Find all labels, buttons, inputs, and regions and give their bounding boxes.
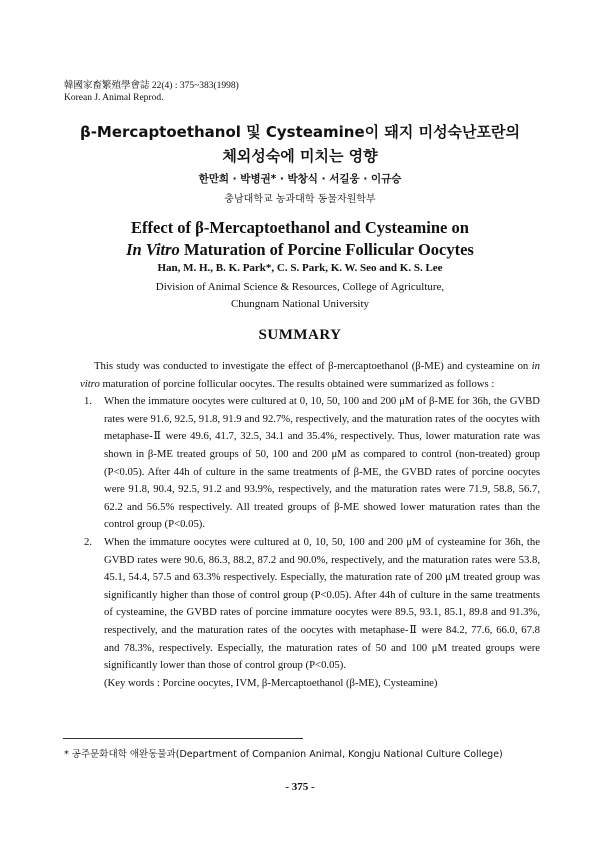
english-affiliation (0, 279, 600, 313)
intro-italic: in vitro (80, 360, 540, 390)
summary-body (80, 358, 540, 692)
keywords: (Key words : Porcine oocytes, IVM, β-Mercaptoethanol (β-ME), Cysteamine) (104, 676, 438, 689)
english-title (0, 217, 600, 261)
footnote-divider (63, 738, 303, 739)
item-text: When the immature oocytes were cultured at 0, 10, 50, 100 and 200 μM of β-ME for 36h, the GVBD rates were 91.6, 92.5, 91.8, 91.9 and 92.7%, respectively, and the maturation rates of the oocytes with metaphase-Ⅱ were 49.6, 41.7, 32.5, 34.1 and 35.4%, respectively. Thus, lower maturation rate was shown in β-ME treated groups of 50, 100 and 200 μM as compared to control (non-treated) group (P<0.05). After 44h of culture in the same treatments of β-ME, the GVBD rates of porcine oocytes were 91.8, 90.4, 92.5, 91.2 and 93.9%, respectively, and the maturation rates were 71.9, 58.8, 56.7, 62.2 and 56.5% respectively. All treated groups of β-ME showed lower maturation rates than the control group (P<0.05). (104, 395, 540, 531)
journal-citation-kr: 韓國家畜繁殖學會誌 22(4) : 375~383(1998) (64, 81, 239, 91)
english-title-rest: Maturation of Porcine Follicular Oocytes (179, 240, 474, 259)
intro-text-b: maturation of porcine follicular oocytes. The results obtained were summarized as follows : (99, 377, 495, 390)
english-affiliation-line1: Division of Animal Science & Resources, College of Agriculture, (155, 281, 445, 293)
item-text: When the immature oocytes were cultured at 0, 10, 50, 100 and 200 μM of cysteamine for 36h, the GVBD rates were 90.6, 86.3, 88.2, 87.2 and 90.0%, respectively, and the maturation rates were 53.8, 45.1, 54.4, 57.5 and 63.3% respectively. Especially, the maturation rate of 200 μM treated group was significantly higher than those of control group (P<0.05). After 44h of culture in the same treatments of cysteamine, the GVBD rates of porcine immature oocytes were 89.5, 93.1, 85.1, 89.8 and 91.3%, respectively, and the maturation rates of the oocytes with metaphase-Ⅱ were 84.2, 77.6, 66.0, 67.8 and 78.3%, respectively. Especially, the maturation rates of 50 and 100 μM treated groups were significantly lower than those of control group (P<0.05). (104, 535, 540, 672)
journal-header (64, 80, 239, 104)
item-number: 2. (84, 535, 93, 548)
summary-heading: SUMMARY (258, 327, 342, 343)
korean-title (0, 120, 600, 168)
english-title-line2 (0, 239, 600, 261)
korean-title-line2: 체외성숙에 미치는 영향 (222, 147, 378, 165)
summary-item-1 (80, 393, 540, 534)
page-number: - 375 - (285, 781, 315, 793)
korean-authors: 한만희 · 박병권* · 박창식 · 서길웅 · 이규승 (198, 173, 402, 185)
korean-affiliation: 충남대학교 농과대학 동물자원학부 (224, 194, 376, 205)
english-title-line1: Effect of β-Mercaptoethanol and Cysteamine on (131, 218, 469, 237)
summary-item-2 (80, 534, 540, 675)
summary-intro (80, 358, 540, 393)
item-number: 1. (84, 395, 93, 408)
footnote: * 공주문화대학 애완동물과(Department of Companion Animal, Kongju National Culture College) (64, 749, 503, 760)
intro-text-a: This study was conducted to investigate the effect of β-mercaptoethanol (β-ME) and cysteamine on (94, 360, 532, 372)
journal-name-en: Korean J. Animal Reprod. (64, 93, 164, 103)
english-title-italic: In Vitro (126, 240, 180, 259)
english-affiliation-line2: Chungnam National University (230, 298, 370, 310)
korean-title-line1: β-Mercaptoethanol 및 Cysteamine이 돼지 미성숙난포란의 (79, 123, 521, 141)
english-authors: Han, M. H., B. K. Park*, C. S. Park, K. W. Seo and K. S. Lee (157, 262, 443, 274)
